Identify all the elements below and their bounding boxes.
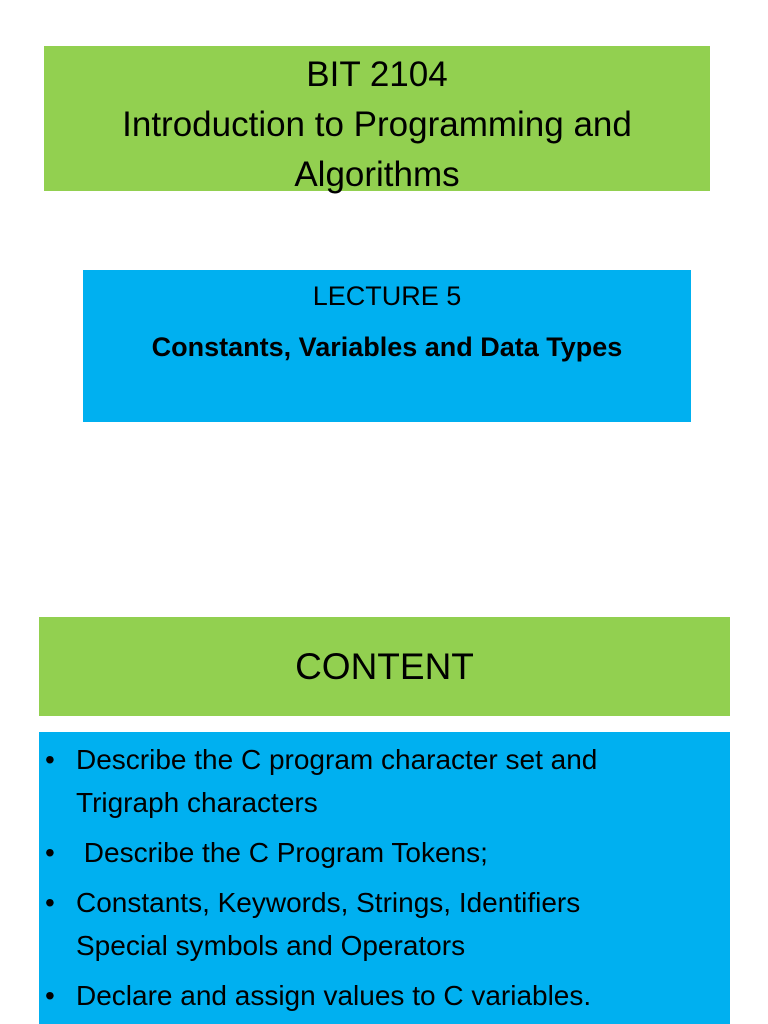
lecture-number: LECTURE 5 xyxy=(312,281,462,311)
course-title-line-2: Algorithms xyxy=(294,155,460,194)
lecture-box xyxy=(83,270,691,422)
content-heading: CONTENT xyxy=(39,617,730,716)
bullet-text-line: Describe the C program character set and xyxy=(76,744,598,775)
lecture-topic: Constants, Variables and Data Types xyxy=(151,332,623,362)
course-title-box xyxy=(44,46,710,194)
course-code: BIT 2104 xyxy=(306,55,448,94)
bullet-item xyxy=(45,974,718,1017)
bullet-item xyxy=(45,738,718,824)
bullet-item xyxy=(45,831,718,874)
content-bullets-box xyxy=(39,732,730,1024)
bullet-icon: • xyxy=(45,887,55,918)
bullet-text-line: Constants, Keywords, Strings, Identifiers xyxy=(76,887,581,918)
course-title-line-1: Introduction to Programming and xyxy=(122,105,632,144)
bullet-text-line: Declare and assign values to C variables. xyxy=(76,980,592,1011)
bullet-text-line: Describe the C Program Tokens; xyxy=(76,837,488,868)
bullet-list xyxy=(45,738,718,1017)
bullet-icon: • xyxy=(45,744,55,775)
bullet-item xyxy=(45,881,718,967)
bullet-text-line: Trigraph characters xyxy=(76,787,318,818)
bullet-icon: • xyxy=(45,837,55,868)
bullet-text-line: Special symbols and Operators xyxy=(76,930,466,961)
bullet-icon: • xyxy=(45,980,55,1011)
